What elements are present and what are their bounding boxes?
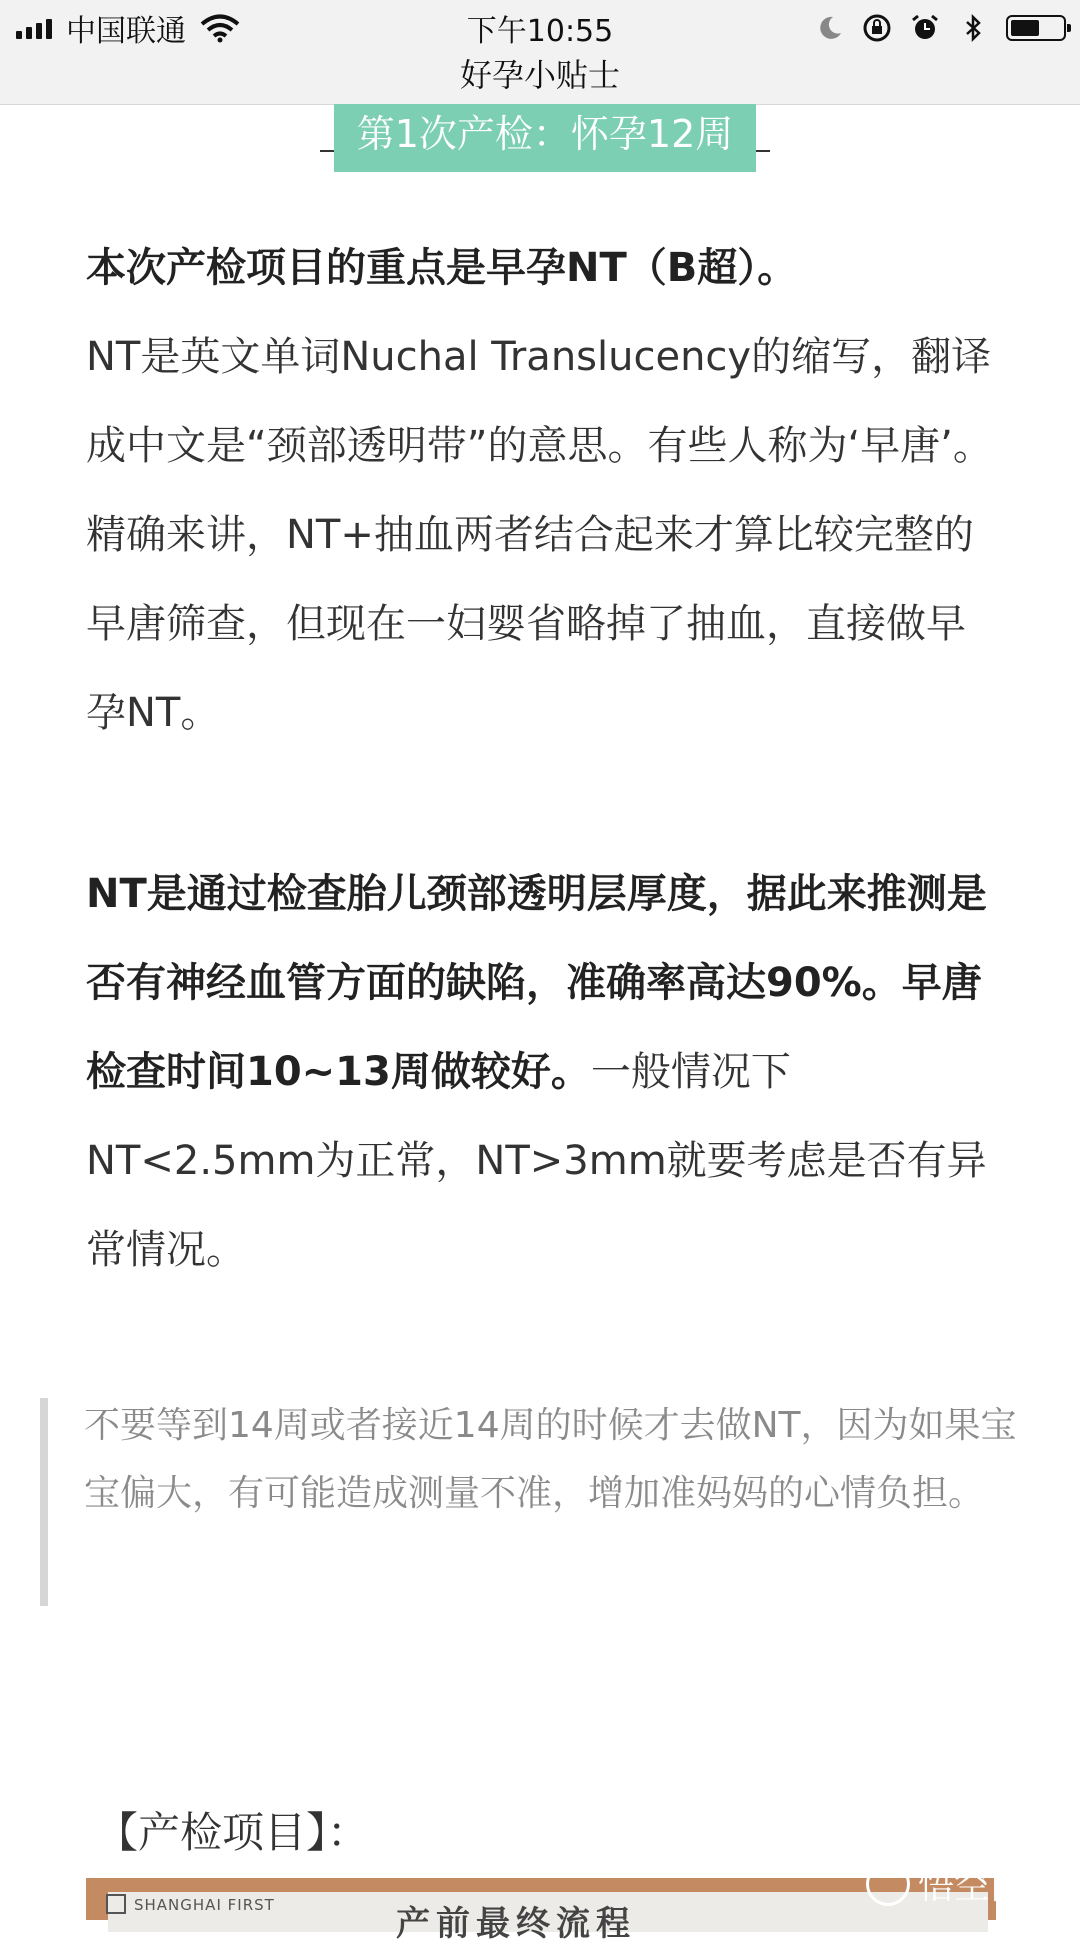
- page-title: 好孕小贴士: [459, 56, 620, 94]
- paragraph-2-text: 一般情况下NT<2.5mm为正常，NT>3mm就要考虑是否有异常情况。: [86, 1049, 987, 1273]
- status-time: 下午10:55: [466, 14, 614, 49]
- blockquote-text: 不要等到14周或者接近14周的时候才去做NT，因为如果宝宝偏大，有可能造成测量不准，增加准妈妈的心情负担。: [84, 1405, 1017, 1514]
- heading-label: 第1次产检：怀孕12周: [334, 104, 756, 172]
- article-heading: [320, 104, 770, 174]
- paragraph-2: [86, 850, 996, 1295]
- status-bar: [0, 0, 1080, 105]
- bluetooth-icon: [958, 13, 988, 43]
- watermark-text: 悟空问答: [917, 1866, 1062, 1907]
- rotation-lock-icon: [862, 13, 892, 43]
- battery-icon: [1006, 15, 1066, 41]
- hospital-logo-icon: [106, 1894, 126, 1914]
- paragraph-2-bold: NT是通过检查胎儿颈部透明层厚度，据此来推测是否有神经血管方面的缺陷，准确率高达90%。早唐检查时间10~13周做较好。: [86, 871, 987, 1095]
- battery-level: [1011, 20, 1039, 36]
- carrier-name: 中国联通: [66, 14, 186, 49]
- paragraph-1-text: NT是英文单词Nuchal Translucency的缩写，翻译成中文是“颈部透明带”的意思。有些人称为‘早唐’。精确来讲，NT+抽血两者结合起来才算比较完整的早唐筛查，但现在一妇婴省略掉了抽血，直接做早孕NT。: [86, 334, 993, 736]
- checkup-flow-photo[interactable]: [86, 1878, 996, 1944]
- photo-title-text: 产前最终流程: [396, 1904, 636, 1944]
- watermark: [866, 1858, 1062, 1909]
- moon-icon: [814, 13, 844, 43]
- photo-brand-text: SHANGHAI FIRST: [134, 1896, 275, 1914]
- paragraph-1-bold: 本次产检项目的重点是早孕NT（B超）。: [86, 245, 798, 291]
- status-right: [814, 10, 1066, 46]
- section-title: 【产检项目】：: [96, 1808, 370, 1857]
- paragraph-1: [86, 224, 996, 758]
- blockquote: [40, 1398, 1028, 1606]
- wukong-logo-icon: [866, 1862, 910, 1906]
- alarm-clock-icon: [910, 13, 940, 43]
